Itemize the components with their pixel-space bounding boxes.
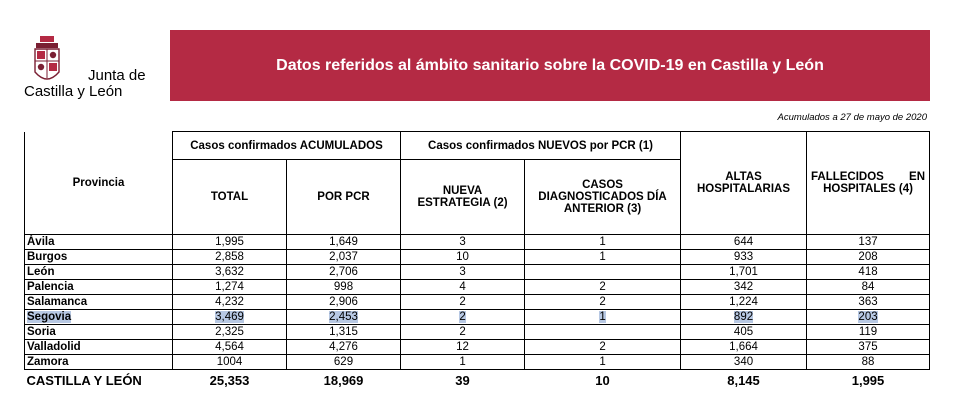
cell-altas: 933 [733, 250, 754, 263]
cell-provincia: Burgos [27, 250, 68, 263]
table-row [25, 295, 930, 310]
cell-nueva: 2 [459, 310, 466, 323]
total-diag: 10 [595, 372, 610, 388]
cell-total: 4,232 [215, 295, 244, 308]
total-por-pcr: 18,969 [323, 372, 364, 388]
cell-provincia: Salamanca [27, 295, 88, 308]
junta-logo [22, 36, 162, 106]
cell-fallecidos: 137 [858, 235, 878, 248]
cell-total: 2,858 [215, 250, 244, 263]
cell-altas: 1,701 [729, 265, 758, 278]
cell-nueva: 3 [459, 235, 466, 248]
cell-provincia: León [27, 265, 55, 278]
cell-por-pcr: 2,037 [329, 250, 358, 263]
header-provincia: Provincia [25, 132, 173, 235]
cell-nueva: 4 [459, 280, 466, 293]
coat-of-arms-icon [32, 36, 62, 86]
cell-provincia: Ávila [27, 235, 55, 248]
header-nuevos: Casos confirmados NUEVOS por PCR (1) [401, 132, 681, 160]
table-total-row [25, 370, 930, 391]
header-nueva-estrategia: NUEVA ESTRATEGIA (2) [401, 160, 525, 235]
table-row [25, 340, 930, 355]
cell-provincia: Soria [27, 325, 56, 338]
cell-fallecidos: 418 [858, 265, 878, 278]
header-fallecidos [807, 132, 930, 235]
cell-fallecidos: 88 [861, 355, 875, 368]
table-row-highlighted [25, 310, 930, 325]
cell-nueva: 3 [459, 265, 466, 278]
cell-provincia: Zamora [27, 355, 69, 368]
header-fallecidos-b: EN [909, 171, 926, 183]
total-total: 25,353 [209, 372, 250, 388]
cell-total: 1,274 [215, 280, 244, 293]
table-row [25, 325, 930, 340]
logo-line-1: Junta de [88, 67, 146, 84]
cell-por-pcr: 998 [333, 280, 354, 293]
cell-total: 1004 [216, 355, 243, 368]
cell-diag: 1 [599, 310, 606, 323]
header-fallecidos-a: FALLECIDOS [811, 171, 884, 183]
header-altas: ALTAS HOSPITALARIAS [681, 132, 807, 235]
cell-nueva: 10 [456, 250, 469, 263]
cell-diag: 1 [599, 235, 606, 248]
cell-nueva: 12 [456, 340, 469, 353]
cell-fallecidos: 84 [861, 280, 875, 293]
cell-por-pcr: 4,276 [329, 340, 358, 353]
cell-por-pcr: 629 [333, 355, 354, 368]
cell-fallecidos: 375 [858, 340, 878, 353]
cell-por-pcr: 2,706 [329, 265, 358, 278]
cell-provincia: Palencia [27, 280, 74, 293]
cell-altas: 1,224 [729, 295, 758, 308]
header-por-pcr: POR PCR [287, 160, 401, 235]
cell-por-pcr: 1,649 [329, 235, 358, 248]
table-row [25, 265, 930, 280]
cell-altas: 1,664 [729, 340, 758, 353]
cell-total: 3,632 [215, 265, 244, 278]
cell-nueva: 2 [459, 295, 466, 308]
table-row [25, 235, 930, 250]
table-row [25, 355, 930, 370]
header-acumulados: Casos confirmados ACUMULADOS [173, 132, 401, 160]
cell-diag: 1 [599, 250, 606, 263]
cell-por-pcr: 2,453 [329, 310, 358, 323]
cell-altas: 342 [733, 280, 754, 293]
cell-nueva: 1 [459, 355, 466, 368]
cell-fallecidos: 363 [858, 295, 878, 308]
header-total: TOTAL [173, 160, 287, 235]
cell-diag: 2 [599, 280, 606, 293]
covid-data-table [24, 131, 930, 390]
banner-title: Datos referidos al ámbito sanitario sobre la COVID-19 en Castilla y León [276, 56, 824, 74]
cell-fallecidos: 203 [858, 310, 878, 323]
cell-diag: 2 [599, 295, 606, 308]
cell-por-pcr: 1,315 [329, 325, 358, 338]
cell-total: 3,469 [215, 310, 244, 323]
title-banner [170, 30, 930, 101]
total-fallecidos: 1,995 [851, 372, 885, 388]
cell-altas: 340 [733, 355, 754, 368]
cell-diag: 2 [599, 340, 606, 353]
cell-por-pcr: 2,906 [329, 295, 358, 308]
total-provincia: CASTILLA Y LEÓN [26, 372, 142, 388]
cell-total: 1,995 [215, 235, 244, 248]
cell-altas: 405 [733, 325, 754, 338]
cell-nueva: 2 [459, 325, 466, 338]
logo-line-2: Castilla y León [24, 83, 123, 100]
cell-diag: 1 [599, 355, 606, 368]
date-note: Acumulados a 27 de mayo de 2020 [777, 112, 927, 123]
cell-total: 4,564 [215, 340, 244, 353]
cell-fallecidos: 119 [858, 325, 878, 338]
header-diagnosticados: CASOS DIAGNOSTICADOS DÍA ANTERIOR (3) [525, 160, 681, 235]
cell-provincia: Segovia [27, 310, 72, 323]
cell-altas: 892 [733, 310, 754, 323]
cell-fallecidos: 208 [858, 250, 878, 263]
cell-altas: 644 [733, 235, 754, 248]
header-fallecidos-c: HOSPITALES (4) [823, 183, 913, 195]
total-nueva: 39 [455, 372, 470, 388]
total-altas: 8,145 [727, 372, 760, 388]
cell-total: 2,325 [215, 325, 244, 338]
table-row [25, 280, 930, 295]
table-row [25, 250, 930, 265]
cell-provincia: Valladolid [27, 340, 81, 353]
